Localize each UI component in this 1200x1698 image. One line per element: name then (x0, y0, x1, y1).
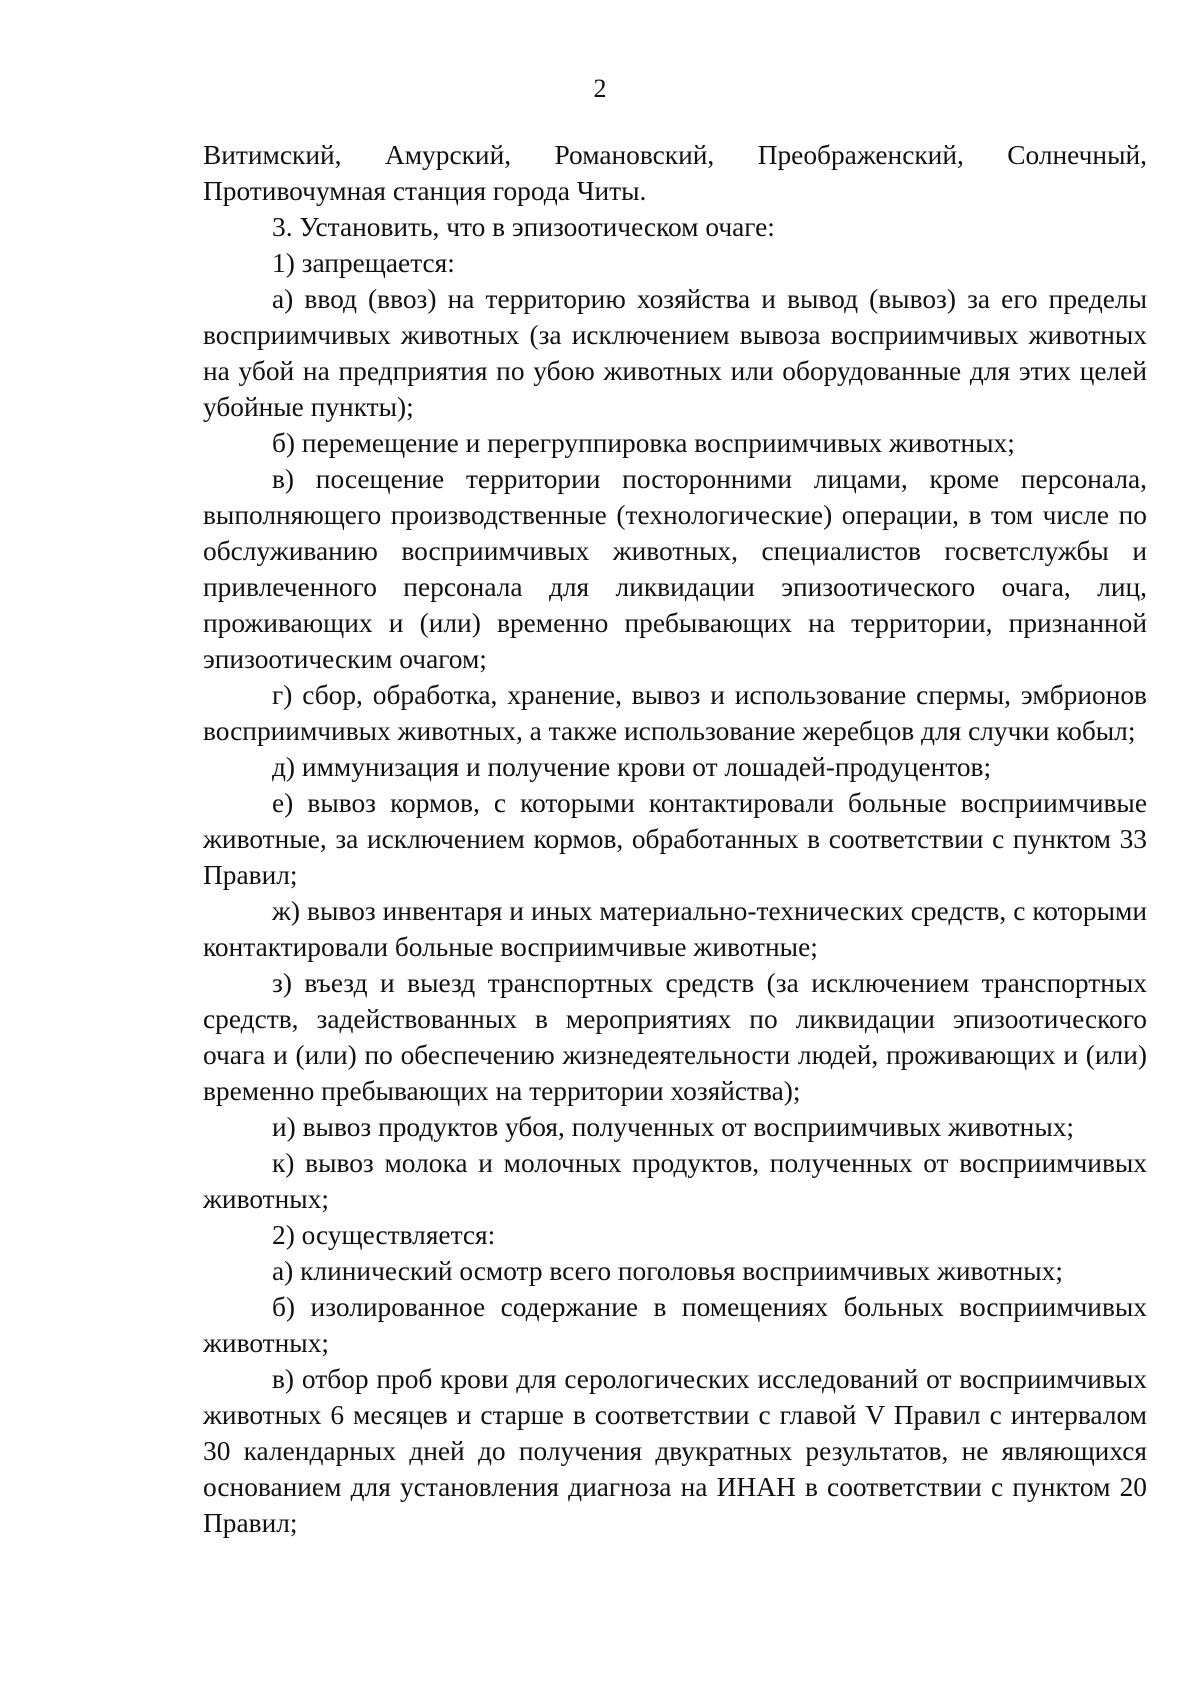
paragraph-prohibited-b: б) перемещение и перегруппировка восприимчивых животных; (272, 428, 1015, 458)
paragraph-performed-b: б) изолированное содержание в помещениях больных восприимчивых животных; (203, 1292, 1147, 1358)
paragraph-prohibited-v: в) посещение территории посторонними лицами, кроме персонала, выполняющего производственные (технологические) операции, в том числе по обслуживанию восприимчивых животных, специалистов госветслужбы и привлеченного персонала для ликвидации эпизоотического очага, лиц, проживающих и (или) временно пребывающих на территории, признанной эпизоотическим очагом; (203, 464, 1147, 674)
paragraph-performed-a: а) клинический осмотр всего поголовья восприимчивых животных; (272, 1256, 1063, 1286)
paragraph-prohibited-e: е) вывоз кормов, с которыми контактировали больные восприимчивые животные, за исключением кормов, обработанных в соответствии с пунктом 33 Правил; (203, 788, 1147, 890)
paragraph-prohibited-z: з) въезд и выезд транспортных средств (за исключением транспортных средств, задействованных в мероприятиях по ликвидации эпизоотического очага и (или) по обеспечению жизнедеятельности людей, проживающих и (или) временно пребывающих на территории хозяйства); (203, 968, 1147, 1106)
paragraph-prohibited-k: к) вывоз молока и молочных продуктов, полученных от восприимчивых животных; (203, 1148, 1147, 1214)
paragraph-prohibited-zh: ж) вывоз инвентаря и иных материально-технических средств, с которыми контактировали больные восприимчивые животные; (203, 896, 1147, 962)
paragraph-performed-v: в) отбор проб крови для серологических исследований от восприимчивых животных 6 месяцев и старше в соответствии с главой V Правил с интервалом 30 календарных дней до получения двукратных результатов, не являющихся основанием для установления диагноза на ИНАН в соответствии с пунктом 20 Правил; (203, 1364, 1147, 1538)
paragraph-prohibited-heading: 1) запрещается: (272, 248, 455, 278)
document-body (203, 137, 1147, 1541)
paragraph-continuation: Витимский, Амурский, Романовский, Преображенский, Солнечный, Противочумная станция города Читы. (203, 140, 1147, 206)
paragraph-prohibited-g: г) сбор, обработка, хранение, вывоз и использование спермы, эмбрионов восприимчивых животных, а также использование жеребцов для случки кобыл; (203, 680, 1147, 746)
paragraph-prohibited-d: д) иммунизация и получение крови от лошадей-продуцентов; (272, 752, 992, 782)
page-number: 2 (593, 74, 607, 103)
paragraph-clause-3: 3. Установить, что в эпизоотическом очаге: (272, 212, 775, 242)
paragraph-performed-heading: 2) осуществляется: (272, 1220, 496, 1250)
paragraph-prohibited-a: а) ввод (ввоз) на территорию хозяйства и вывод (вывоз) за его пределы восприимчивых животных (за исключением вывоза восприимчивых животных на убой на предприятия по убою животных или оборудованные для этих целей убойные пункты); (203, 284, 1147, 422)
paragraph-prohibited-i: и) вывоз продуктов убоя, полученных от восприимчивых животных; (272, 1112, 1075, 1142)
